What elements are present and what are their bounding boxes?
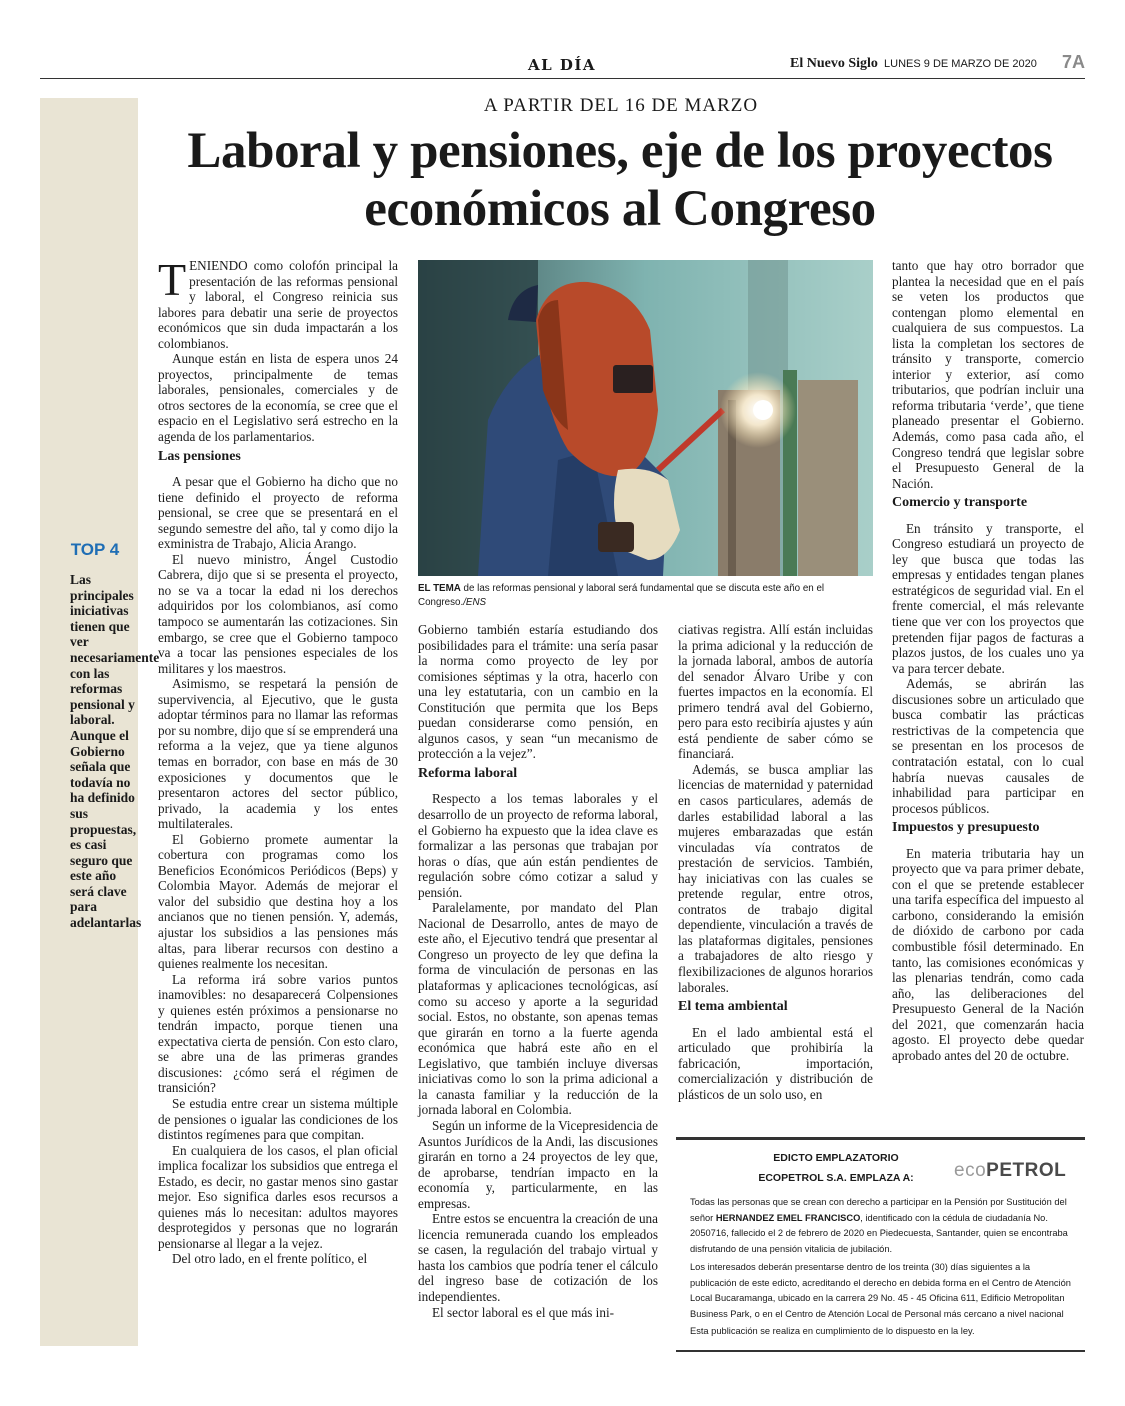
body-paragraph: El nuevo ministro, Ángel Custodio Cabrera, dijo que si se presenta el proyecto, no se va a tocar la edad ni los derechos adquiridos por los colombianos, así como tampoco se aumentarán las cotizaciones. Sin embargo, se cree que el Gobierno tampoco va a tocar las pensiones especiales de los militares y los maestros. [158,551,398,676]
body-text: ENIENDO como colofón principal la presentación de las reformas pensional y laboral, el Congreso reinicia sus labores para debatir una serie de proyectos económicos que sin duda impactarán a los colombianos. [158,258,398,351]
notice-text: , identificado con la cédula de ciudadanía No. 2050716, fallecido el 2 de febrero de 2020 en Piedecuesta, Santander, quien se encontraba disfrutando de una pensión vitalicia de jubilación. [690,1212,1068,1254]
notice-paragraph-2: Los interesados deberán presentarse dentro de los treinta (30) días siguientes a la publicación de este edicto, acreditando el derecho en debida forma en el Centro de Atención Local Bucaramanga, ubicado en la carrera 29 No. 45 - 45 Oficina 611, Edificio Metropolitan Business Park, o en el Centro de Atención Local de Personal más cercano a nivel nacional [690,1262,1071,1319]
body-paragraph: En tránsito y transporte, el Congreso estudiará un proyecto de ley que busca que todas las empresas y entidades tengan planes estratégicos de seguridad vial. En el frente comercial, el más relevante tiene que ver con los proyectos que pretenden fijar pagos de facturas a plazos justos, de los cuales uno ya va para tercer debate. [892,520,1084,676]
body-paragraph: Entre estos se encuentra la creación de una licencia remunerada cuando los empleados se casen, la regulación del trabajo virtual y hasta los cambios que podría tener el cálculo del ingreso base de cotización de los independientes. [418,1211,658,1304]
caption-credit: /ENS [463,597,487,608]
section-subheading: Comercio y transporte [892,495,1028,511]
notice-paragraph-3: Esta publicación se realiza en cumplimiento de lo dispuesto en la ley. [690,1326,975,1336]
article-column-3 [678,622,873,1102]
section-subheading: Las pensiones [158,448,241,464]
notice-heading: EDICTO EMPLAZATORIO [773,1152,899,1164]
section-subheading: El tema ambiental [678,999,788,1015]
caption-text: de las reformas pensional y laboral será fundamental que se discuta este año en el Congreso. [418,583,825,608]
masthead [790,56,1037,72]
page-number: 7A [1062,52,1086,72]
notice-paragraph-1 [690,1195,1074,1257]
body-paragraph: El Gobierno promete aumentar la cobertura con programas como los Beneficios Económicos Periódicos (Beps) y Colombia Mayor. Además de mejorar el valor del subsidio que destina hoy a los ancianos que no tienen pensión. Y, además, ajustar los subsidios a las pensiones más altas, para liberar recursos con destino a quienes realmente los necesitan. [158,831,398,972]
body-paragraph: La reforma irá sobre varios puntos inamovibles: no desaparecerá Colpensiones y quienes estén próximos a pensionarse no tendrán impacto, porque tienen una expectativa cierta de pensión. Con esto claro, se abre una de las primeras grandes discusiones: ¿cómo será el régimen de transición? [158,971,398,1096]
body-paragraph: ciativas registra. Allí están incluidas la prima adicional y la reducción de la jornada laboral, ambos de autoría del senador Álvaro Uribe y con fuertes impactos en la economía. El primero tendrá aval del Gobierno, pero para esto recibiría ajustes y aún está pendiente de saber cómo se financiará. [678,622,873,762]
body-paragraph: Se estudia entre crear un sistema múltiple de pensiones o igualar las condiciones de los distintos regímenes para que compitan. [158,1095,398,1143]
legal-notice [676,1137,1085,1352]
article-kicker: A PARTIR DEL 16 DE MARZO [483,95,759,116]
sidebar-title: TOP 4 [70,540,120,559]
body-paragraph: A pesar que el Gobierno ha dicho que no tiene definido el proyecto de reforma pensional, se cree que se presentará en el segundo semestre del año, tal y como dijo la exministra de Trabajo, Alicia Arango. [158,474,398,552]
newspaper-logo: El Nuevo Siglo [790,56,878,71]
article-column-1 [158,254,398,1267]
body-paragraph: En cualquiera de los casos, el plan oficial implica focalizar los subsidios que entrega el Estado, es decir, no gastar menos sino gastar mejor. Eso significa darles esos recursos a quienes más lo necesitan: adultos mayores desprotegidos y personas que no lograrán pensionarse al llegar a la vejez. [158,1142,398,1251]
photo-caption [418,582,873,610]
ecopetrol-logo [954,1160,1066,1182]
logo-prefix: eco [954,1160,987,1181]
welder-photo-illustration [418,260,873,576]
body-paragraph [158,254,398,351]
welder-photo [418,260,873,576]
notice-subheading: ECOPETROL S.A. EMPLAZA A: [758,1172,914,1184]
issue-date: LUNES 9 DE MARZO DE 2020 [884,58,1037,70]
section-subheading: Reforma laboral [418,765,518,781]
body-paragraph: Aunque están en lista de espera unos 24 proyectos, principalmente de temas laborales, pensionales, comerciales y de otros sectores de la economía, se cree que el espacio en el Legislativo será estrecho en la agenda de los parlamentarios. [158,351,398,445]
article-column-4 [892,258,1084,1063]
logo-suffix: PETROL [986,1160,1067,1181]
section-subheading: Impuestos y presupuesto [892,820,1040,836]
notice-text: Todas las personas que se crean con derecho a participar en la Pensión por Sustitución del señor [690,1197,1067,1223]
article-headline: Laboral y pensiones, eje de los proyectos económicos al Congreso [187,123,1053,237]
body-paragraph: Según un informe de la Vicepresidencia de Asuntos Jurídicos de la Andi, las discusiones girarán en torno a 24 proyectos de ley que, de aprobarse, tendrían impacto en la economía y, particularmente, en las empresas. [418,1117,659,1211]
sidebar-text: Las principales iniciativas tienen que ver necesariamente con las reformas pensional y laboral. Aunque el Gobierno señala que todavía no ha definido sus propuestas, es casi seguro que este año será clave para adelantarlas [70,572,160,931]
caption-lead: EL TEMA [418,583,461,594]
drop-cap: T [158,254,187,305]
body-paragraph: Además, se abrirán las discusiones sobre un articulado que busca combatir las prácticas restrictivas de la competencia que se presentan en los procesos de contratación estatal, con lo cual habría nuevas causales de inhabilidad para participar en procesos públicos. [892,676,1084,816]
body-paragraph: Gobierno también estaría estudiando dos posibilidades para el trámite: una sería pasar la norma como proyecto de ley por comisiones séptimas y la otra, hacerlo con una ley estatutaria, con un cambio en la Constitución que permita que los Beps puedan considerarse como pensión, en algunos casos, y sean “un mecanismo de protección a la vejez”. [418,622,658,762]
body-paragraph: Además, se busca ampliar las licencias de maternidad y paternidad en casos particulares, además de darles estabilidad laboral a las mujeres embarazadas que están vinculadas vía contratos de prestación de servicios. También, hay iniciativas con las cuales se pretende regular, entre otros, contratos de trabajo digital dependiente, vinculación a través de las plataformas digitales, pensiones a trabajadores de alto riesgo y flexibilizaciones de algunos horarios laborales. [678,761,873,995]
body-paragraph: En el lado ambiental está el articulado que prohibiría la fabricación, importación, comercialización y distribución de plásticos de un solo uso, en [678,1024,873,1102]
header-rule [40,78,1085,79]
article-column-2 [418,622,658,1320]
body-paragraph: Paralelamente, por mandato del Plan Nacional de Desarrollo, antes de mayo de este año, el Ejecutivo tendrá que presentar al Congreso un proyecto de ley que defina la forma de vinculación de personas en las plataformas y aplicaciones tecnológicas, así como su acceso y aporte a la seguridad social. Estos, no obstante, son apenas temas que girarán en torno a la fuerte agenda económica que habrá este año en el Legislativo, que también incluye diversas iniciativas como lo son la prima adicional a la canasta familiar y la reducción de la jornada laboral en Colombia. [418,900,658,1118]
body-paragraph: Asimismo, se respetará la pensión de supervivencia, al Ejecutivo, que le gusta adoptar términos para no llamar las reformas por su nombre, dijo que sí se emprenderá una reforma a la vejez, que ya tiene algunos temas en borrador, con base en más de 30 exposiciones y documentos que le presentaron actores del sector público, privado, la academia y los entes multilaterales. [158,676,398,832]
notice-name: HERNANDEZ EMEL FRANCISCO [715,1212,861,1223]
body-paragraph: Respecto a los temas laborales y el desarrollo de un proyecto de reforma laboral, el Gobierno ha expuesto que la idea clave es formalizar a las personas que trabajan por horas o días, que aún están pendientes de regulación sobre cómo cotizar a salud y pensión. [418,791,658,900]
body-paragraph: El sector laboral es el que más ini- [432,1304,614,1320]
body-paragraph: En materia tributaria hay un proyecto que va para primer debate, con el que se pretende establecer una tarifa específica del impuesto al carbono, considerando la emisión de dióxido de carbono por cada combustible fósil determinado. En tanto, las comisiones económicas y las plenarias tendrán, como cada año, las deliberaciones del Presupuesto General de la Nación del 2021, que comenzarán hacia agosto. El proyecto debe quedar aprobado antes del 20 de octubre. [892,845,1084,1063]
section-label: AL DÍA [528,56,597,74]
body-paragraph: tanto que hay otro borrador que plantea la necesidad que en el país se veten los productos que contengan plomo elemental en cualquiera de sus compuestos. La lista la completan los sectores de tránsito y transporte, comercio interior y exterior, así como tributarios, que podrían incluir una reforma tributaria ‘verde’, que tiene planeado presentar el Gobierno. Además, como pasa cada año, el Congreso tendrá que legislar sobre el Presupuesto General de la Nación. [892,258,1084,491]
body-paragraph: Del otro lado, en el frente político, el [172,1251,368,1267]
